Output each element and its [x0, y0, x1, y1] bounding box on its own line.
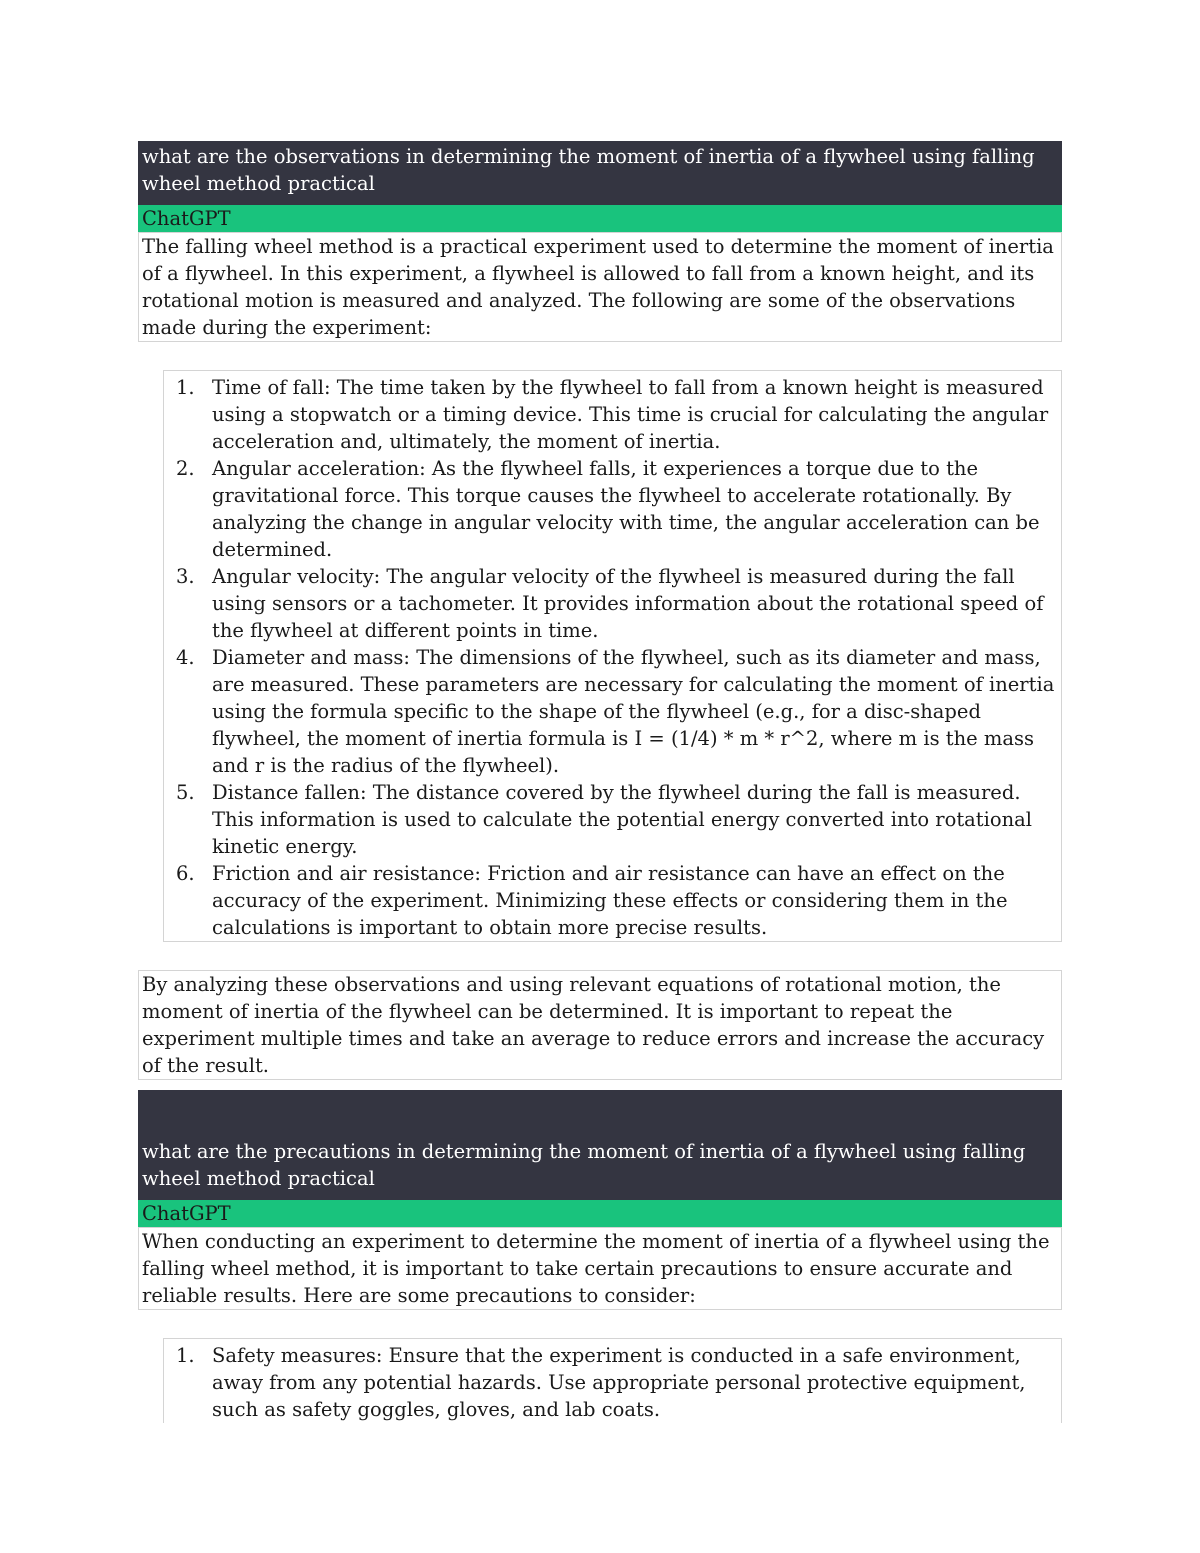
list-item	[164, 1342, 1055, 1423]
user-prompt-observations: what are the observations in determining the moment of inertia of a flywheel using falling wheel method practical	[138, 141, 1062, 205]
list-item-text: Time of fall: The time taken by the flywheel to fall from a known height is measured using a stopwatch or a timing device. This time is crucial for calculating the angular acceleration and, ultimately, the moment of inertia.	[212, 376, 1049, 453]
response-conclusion: By analyzing these observations and using relevant equations of rotational motion, the moment of inertia of the flywheel can be determined. It is important to repeat the experiment multiple times and take an average to reduce errors and increase the accuracy of the result.	[138, 970, 1062, 1080]
list-item-text: Safety measures: Ensure that the experiment is conducted in a safe environment, away from any potential hazards. Use appropriate personal protective equipment, such as safety goggles, gloves, and lab coats.	[212, 1344, 1026, 1421]
observations-list	[163, 370, 1062, 942]
user-prompt-precautions: what are the precautions in determining the moment of inertia of a flywheel using falling wheel method practical	[138, 1090, 1062, 1200]
list-item-number: 6.	[176, 862, 195, 885]
list-item-number: 5.	[176, 781, 195, 804]
list-item-number: 4.	[176, 646, 195, 669]
assistant-label: ChatGPT	[138, 205, 1062, 232]
list-item	[164, 779, 1055, 860]
list-item-text: Angular acceleration: As the flywheel falls, it experiences a torque due to the gravitational force. This torque causes the flywheel to accelerate rotationally. By analyzing the change in angular velocity with time, the angular acceleration can be determined.	[212, 457, 1040, 561]
response-intro: The falling wheel method is a practical experiment used to determine the moment of inertia of a flywheel. In this experiment, a flywheel is allowed to fall from a known height, and its rotational motion is measured and analyzed. The following are some of the observations made during the experiment:	[138, 232, 1062, 342]
assistant-label: ChatGPT	[138, 1200, 1062, 1227]
list-item	[164, 644, 1055, 779]
list-item-number: 1.	[176, 1344, 195, 1367]
list-item-number: 1.	[176, 376, 195, 399]
list-item-text: Friction and air resistance: Friction and air resistance can have an effect on the accuracy of the experiment. Minimizing these effects or considering them in the calculations is important to obtain more precise results.	[212, 862, 1008, 939]
response-intro: When conducting an experiment to determine the moment of inertia of a flywheel using the falling wheel method, it is important to take certain precautions to ensure accurate and reliable results. Here are some precautions to consider:	[138, 1227, 1062, 1310]
document-page	[138, 141, 1062, 1423]
precautions-list	[163, 1338, 1062, 1423]
list-item	[164, 860, 1055, 941]
list-item	[164, 455, 1055, 563]
list-item-text: Distance fallen: The distance covered by the flywheel during the fall is measured. This information is used to calculate the potential energy converted into rotational kinetic energy.	[212, 781, 1033, 858]
list-item-text: Diameter and mass: The dimensions of the flywheel, such as its diameter and mass, are measured. These parameters are necessary for calculating the moment of inertia using the formula specific to the shape of the flywheel (e.g., for a disc-shaped flywheel, the moment of inertia formula is I = (1/4) * m * r^2, where m is the mass and r is the radius of the flywheel).	[212, 646, 1055, 777]
list-item-text: Angular velocity: The angular velocity of the flywheel is measured during the fall using sensors or a tachometer. It provides information about the rotational speed of the flywheel at different points in time.	[212, 565, 1044, 642]
list-item-number: 2.	[176, 457, 195, 480]
list-item	[164, 374, 1055, 455]
list-item-number: 3.	[176, 565, 195, 588]
list-item	[164, 563, 1055, 644]
